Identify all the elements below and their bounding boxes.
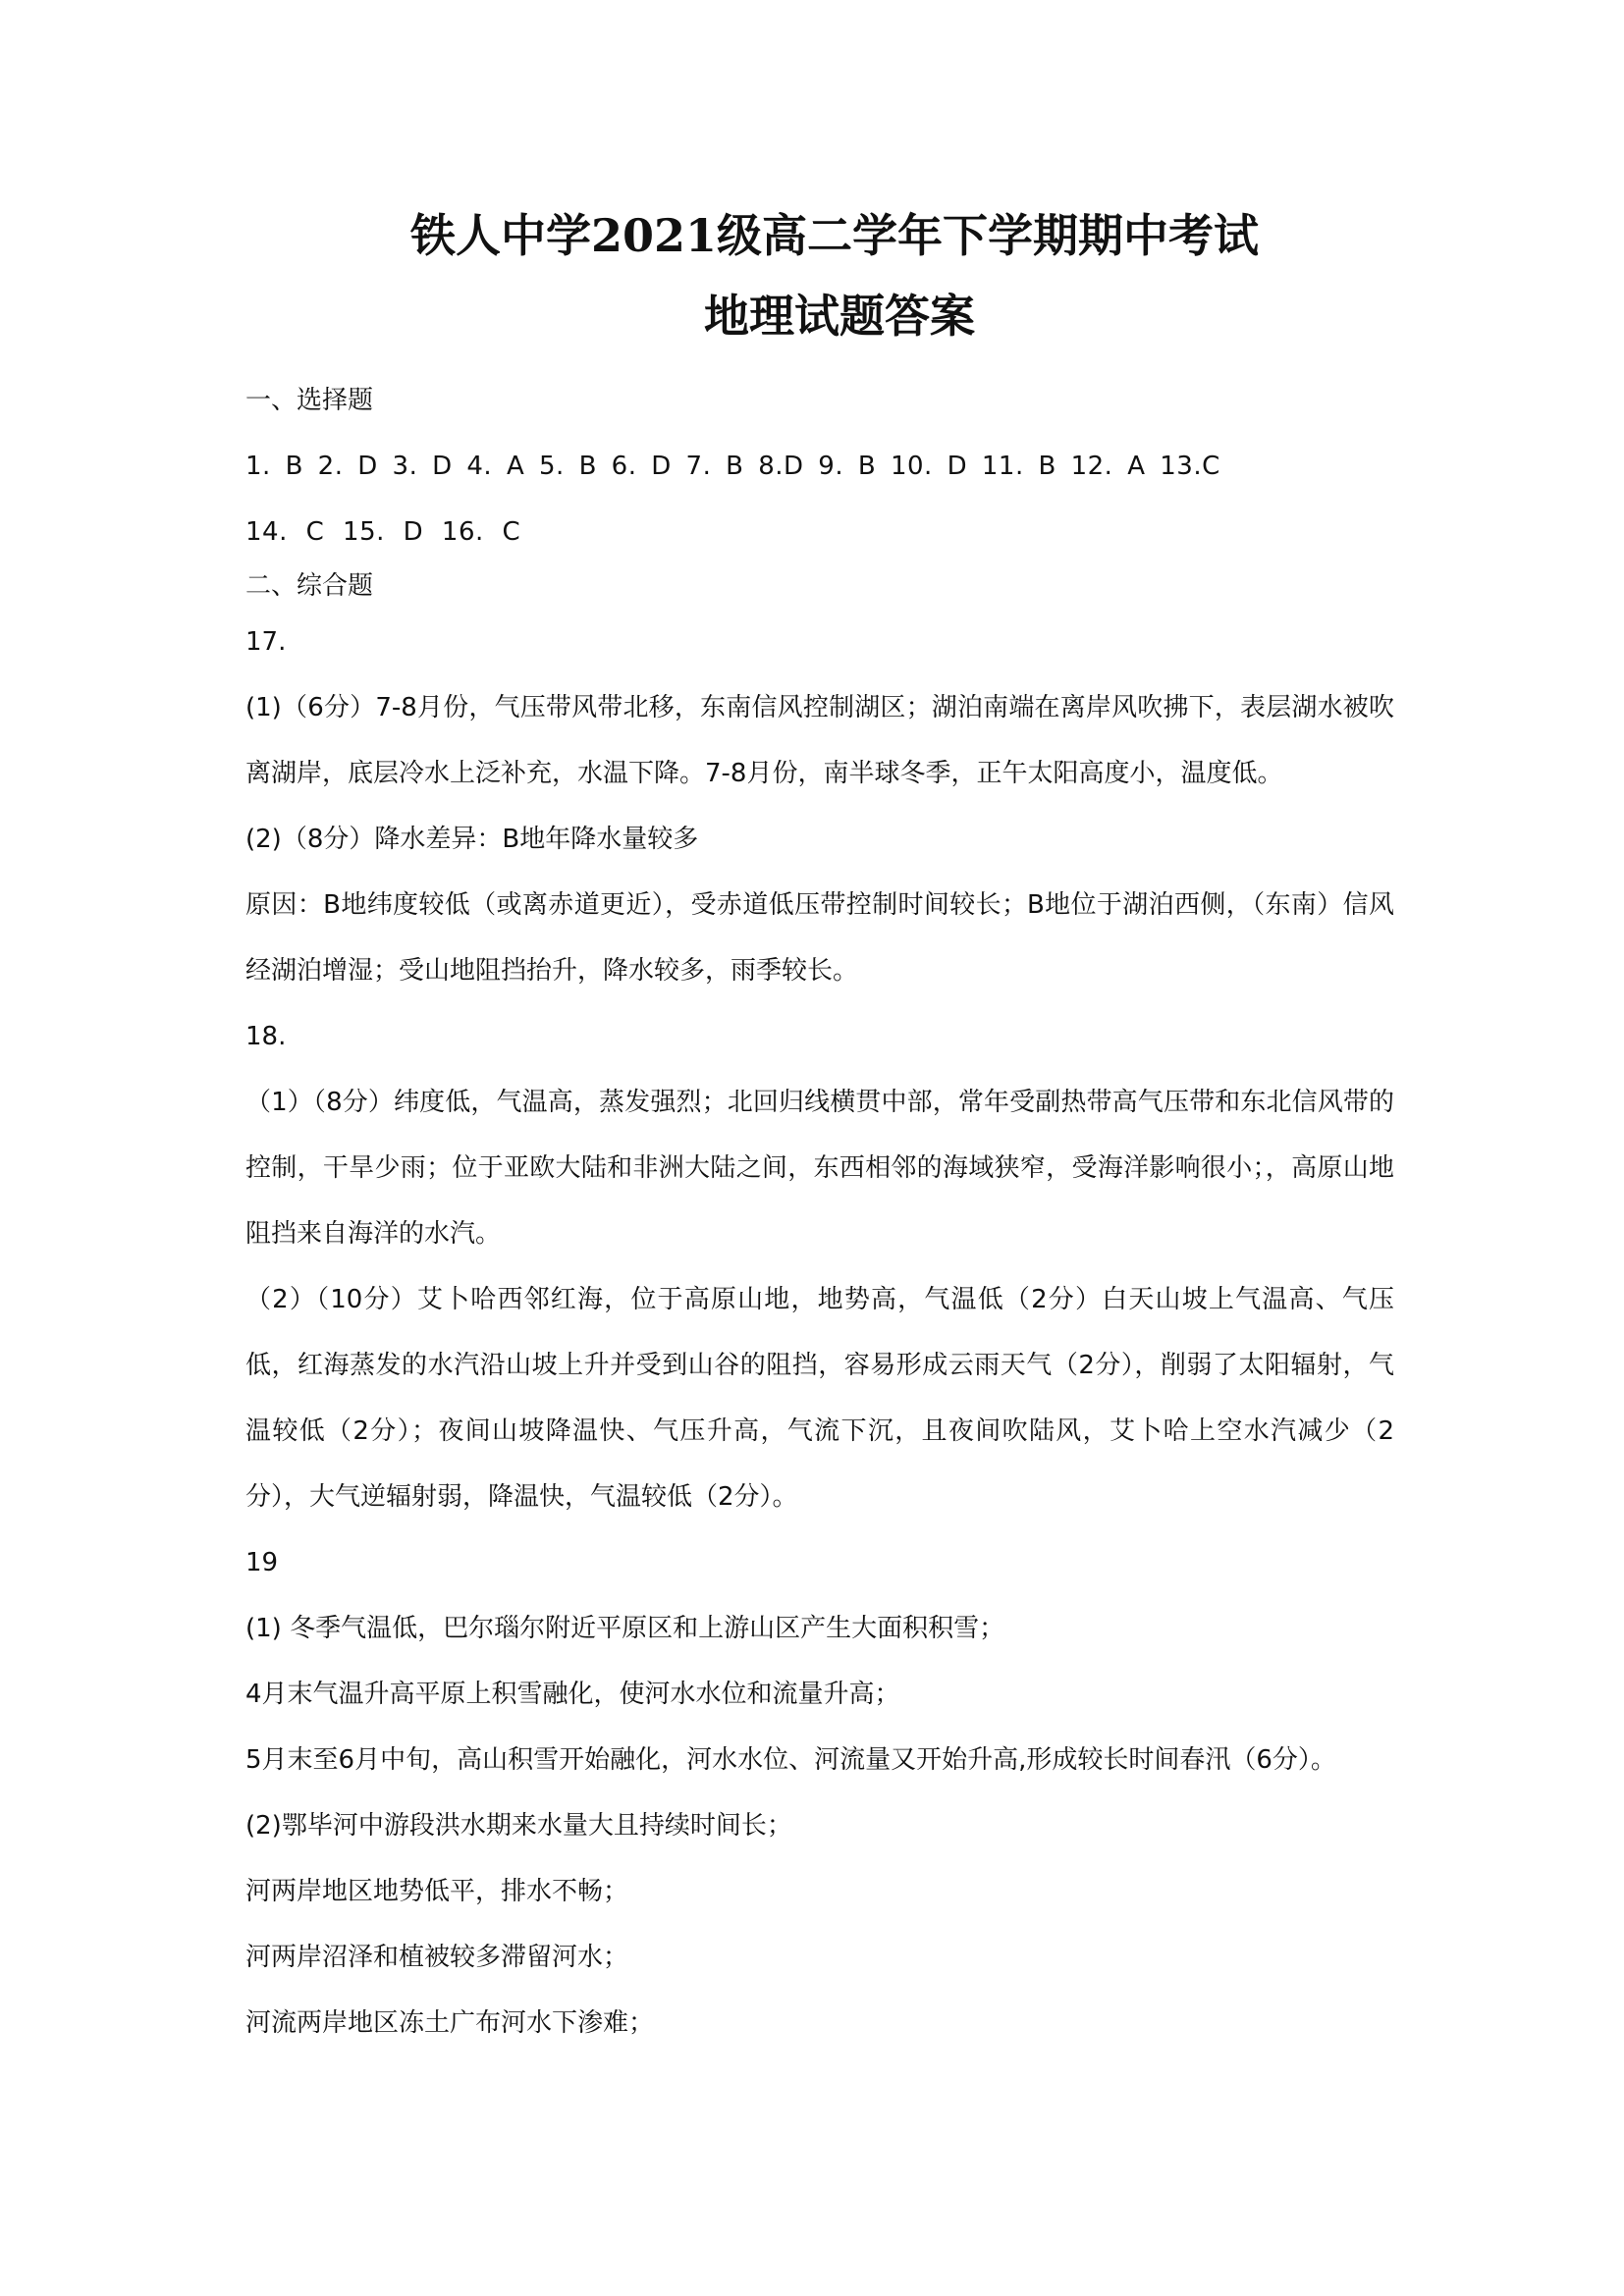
- question-18-part-2: （2）（10分）艾卜哈西邻红海，位于高原山地，地势高，气温低（2分）白天山坡上气温高、气压低，红海蒸发的水汽沿山坡上升并受到山谷的阻挡，容易形成云雨天气（2分），削弱了太阳辐射，气温较低（2分）；夜间山坡降温快、气压升高，气流下沉，且夜间吹陆风，艾卜哈上空水汽减少（2分），大气逆辐射弱，降温快，气温较低（2分）。: [245, 1285, 1394, 1512]
- question-19-part-1-a: (1) 冬季气温低，巴尔瑙尔附近平原区和上游山区产生大面积积雪；: [245, 1614, 1005, 1643]
- question-19-part-1-c: 5月末至6月中旬，高山积雪开始融化，河水水位、河流量又开始升高,形成较长时间春汛（6分）。: [245, 1745, 1336, 1775]
- question-19-number: 19: [245, 1548, 279, 1577]
- exam-title: 铁人中学2021级高二学年下学期期中考试: [409, 209, 1260, 262]
- question-17-part-1: (1)（6分）7-8月份，气压带风带北移，东南信风控制湖区；湖泊南端在离岸风吹拂下，表层湖水被吹离湖岸，底层冷水上泛补充，水温下降。7-8月份，南半球冬季，正午太阳高度小，温度低。: [245, 693, 1394, 788]
- choice-answers-row-1: 1. B 2. D 3. D 4. A 5. B 6. D 7. B 8.D 9. B 10. D 11. B 12. A 13.C: [245, 452, 1220, 481]
- question-17-part-2-reason: 原因：B地纬度较低（或离赤道更近），受赤道低压带控制时间较长；B地位于湖泊西侧，（东南）信风经湖泊增湿；受山地阻挡抬升，降水较多，雨季较长。: [245, 890, 1394, 986]
- question-17-part-2-difference: (2)（8分）降水差异：B地年降水量较多: [245, 825, 699, 854]
- question-19-part-2-a: (2)鄂毕河中游段洪水期来水量大且持续时间长；: [245, 1811, 792, 1841]
- question-19-part-1-b: 4月末气温升高平原上积雪融化，使河水水位和流量升高；: [245, 1680, 900, 1709]
- question-19-part-2-d: 河流两岸地区冻土广布河水下渗难；: [245, 2008, 655, 2038]
- section-comprehensive-heading: 二、综合题: [245, 571, 374, 601]
- question-17-number: 17.: [245, 627, 287, 657]
- question-19-part-2-c: 河两岸沼泽和植被较多滞留河水；: [245, 1943, 629, 1972]
- question-19-part-2-b: 河两岸地区地势低平，排水不畅；: [245, 1877, 629, 1906]
- question-18-part-1: （1）（8分）纬度低，气温高，蒸发强烈；北回归线横贯中部，常年受副热带高气压带和东北信风带的控制，干旱少雨；位于亚欧大陆和非洲大陆之间，东西相邻的海域狭窄，受海洋影响很小；，高原山地阻挡来自海洋的水汽。: [245, 1088, 1394, 1249]
- question-18-number: 18.: [245, 1022, 287, 1051]
- section-choice-heading: 一、选择题: [245, 386, 374, 415]
- choice-answers-row-2: 14. C 15. D 16. C: [245, 517, 521, 547]
- exam-subtitle: 地理试题答案: [704, 290, 975, 343]
- answer-sheet: [245, 201, 1394, 2056]
